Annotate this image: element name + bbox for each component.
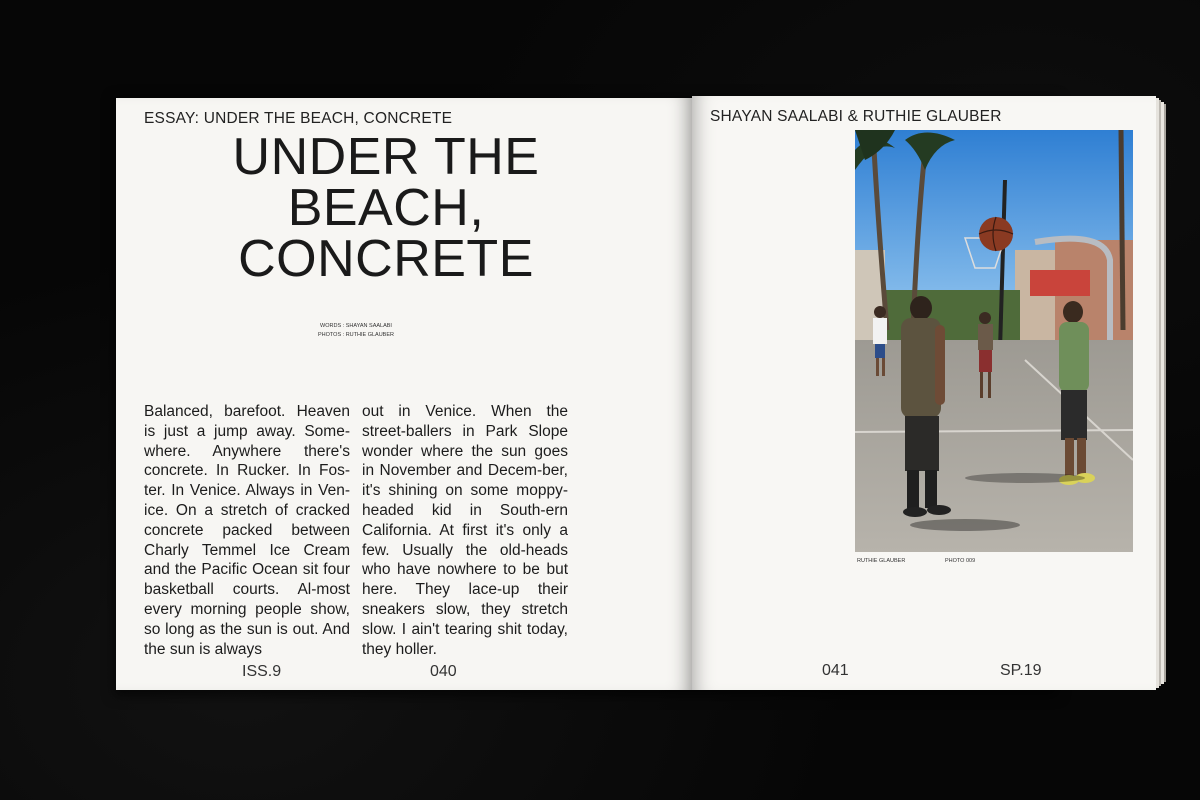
- title-line-1: UNDER THE: [232, 128, 540, 186]
- page-edges: [1156, 98, 1168, 688]
- words-credit: WORDS : SHAYAN SAALABI: [320, 323, 392, 329]
- issue-number: ISS.9: [242, 663, 282, 680]
- title-line-2: BEACH,: [287, 179, 485, 237]
- photo-number: PHOTO 009: [945, 558, 976, 564]
- credits-block: [256, 322, 456, 340]
- title-line-3: CONCRETE: [238, 230, 534, 288]
- building-sign: [1030, 270, 1090, 296]
- basketball: [979, 217, 1013, 251]
- building-mid: [1015, 250, 1055, 345]
- right-page: [692, 96, 1156, 690]
- body-column-1: Balanced, barefoot. Heaven is just a jump away. Some-where. Anywhere there's concrete. In Rucker. In Fos-ter. In Venice. Always in Ven-ice. On a stretch of cracked concrete packed between Charly Temmel Ice Cream and the Pacific Ocean sit four basketball courts. Al-most every morning people show, so long as the sun is out. And the sun is always: [144, 403, 350, 658]
- left-page: [116, 98, 692, 690]
- basketball-court-photo: [855, 130, 1133, 552]
- season-label: SP.19: [1000, 662, 1042, 679]
- page-number-left: 040: [430, 663, 457, 680]
- authors-header: SHAYAN SAALABI & RUTHIE GLAUBER: [710, 108, 1002, 125]
- photo-illustration: [855, 130, 1133, 552]
- section-label: ESSAY: UNDER THE BEACH, CONCRETE: [144, 110, 453, 127]
- magazine-spread: [112, 94, 1058, 694]
- photo-credit: RUTHIE GLAUBER: [857, 558, 906, 564]
- palm-trunk-right: [1121, 130, 1123, 330]
- body-column-2: out in Venice. When the street-ballers in Park Slope wonder where the sun goes in November and Decem-ber, it's shining on some moppy-headed kid in South-ern California. At first it's only a few. Usually the old-heads who have nowhere to be but here. They lace-up their sneakers slow, they stretch slow. I ain't tearing shit today, they holler.: [362, 403, 568, 658]
- essay-title: [166, 128, 606, 288]
- photos-credit: PHOTOS : RUTHIE GLAUBER: [318, 332, 394, 338]
- page-number-right: 041: [822, 662, 849, 679]
